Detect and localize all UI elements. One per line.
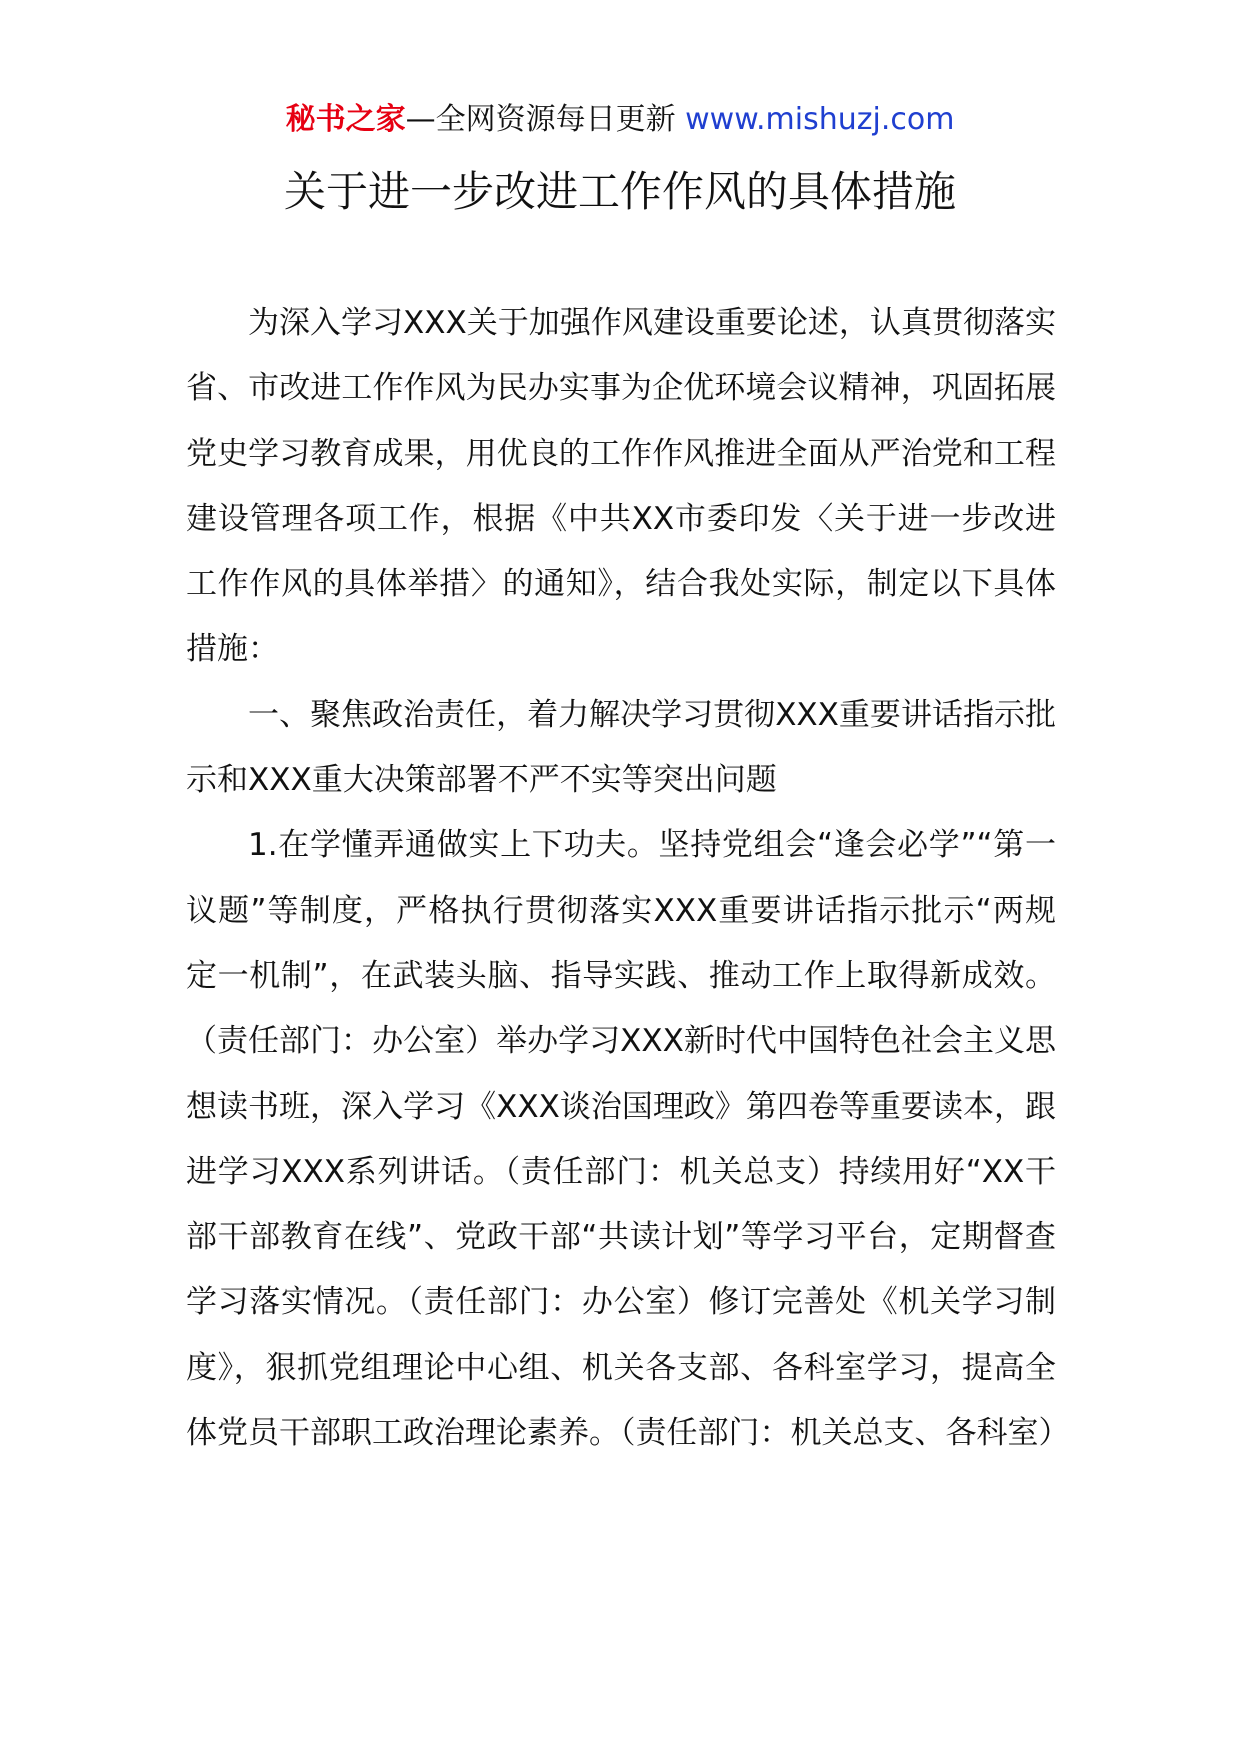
measure-paragraph-1: 1.在学懂弄通做实上下功夫。坚持党组会“逢会必学”“第一议题”等制度，严格执行贯彻落实XXX重要讲话指示批示“两规定一机制”，在武装头脑、指导实践、推动工作上取得新成效。（责任部门：办公室）举办学习XXX新时代中国特色社会主义思想读书班，深入学习《XXX谈治国理政》第四卷等重要读本，跟进学习XXX系列讲话。（责任部门：机关总支）持续用好“XX干部干部教育在线”、党政干部“共读计划”等学习平台，定期督查学习落实情况。（责任部门：办公室）修订完善处《机关学习制度》，狠抓党组理论中心组、机关各支部、各科室学习，提高全体党员干部职工政治理论素养。（责任部门：机关总支、各科室） [186, 827, 1070, 1452]
site-url-link[interactable]: www.mishuzj.com [685, 102, 955, 137]
section-heading-1: 一、聚焦政治责任，着力解决学习贯彻XXX重要讲话指示批示和XXX重大决策部署不严不实等突出问题 [186, 696, 1056, 799]
header-banner [0, 100, 1240, 140]
document-body [186, 291, 1070, 1466]
document-title: 关于进一步改进工作作风的具体措施 [283, 167, 956, 216]
intro-paragraph: 为深入学习XXX关于加强作风建设重要论述，认真贯彻落实省、市改进工作作风为民办实事为企优环境会议精神，巩固拓展党史学习教育成果，用优良的工作作风推进全面从严治党和工程建设管理各项工作，根据《中共XX市委印发〈关于进一步改进工作作风的具体举措〉的通知》，结合我处实际，制定以下具体措施： [186, 305, 1056, 668]
brand-name: 秘书之家 [285, 102, 406, 137]
header-tagline: —全网资源每日更新 [405, 102, 686, 137]
